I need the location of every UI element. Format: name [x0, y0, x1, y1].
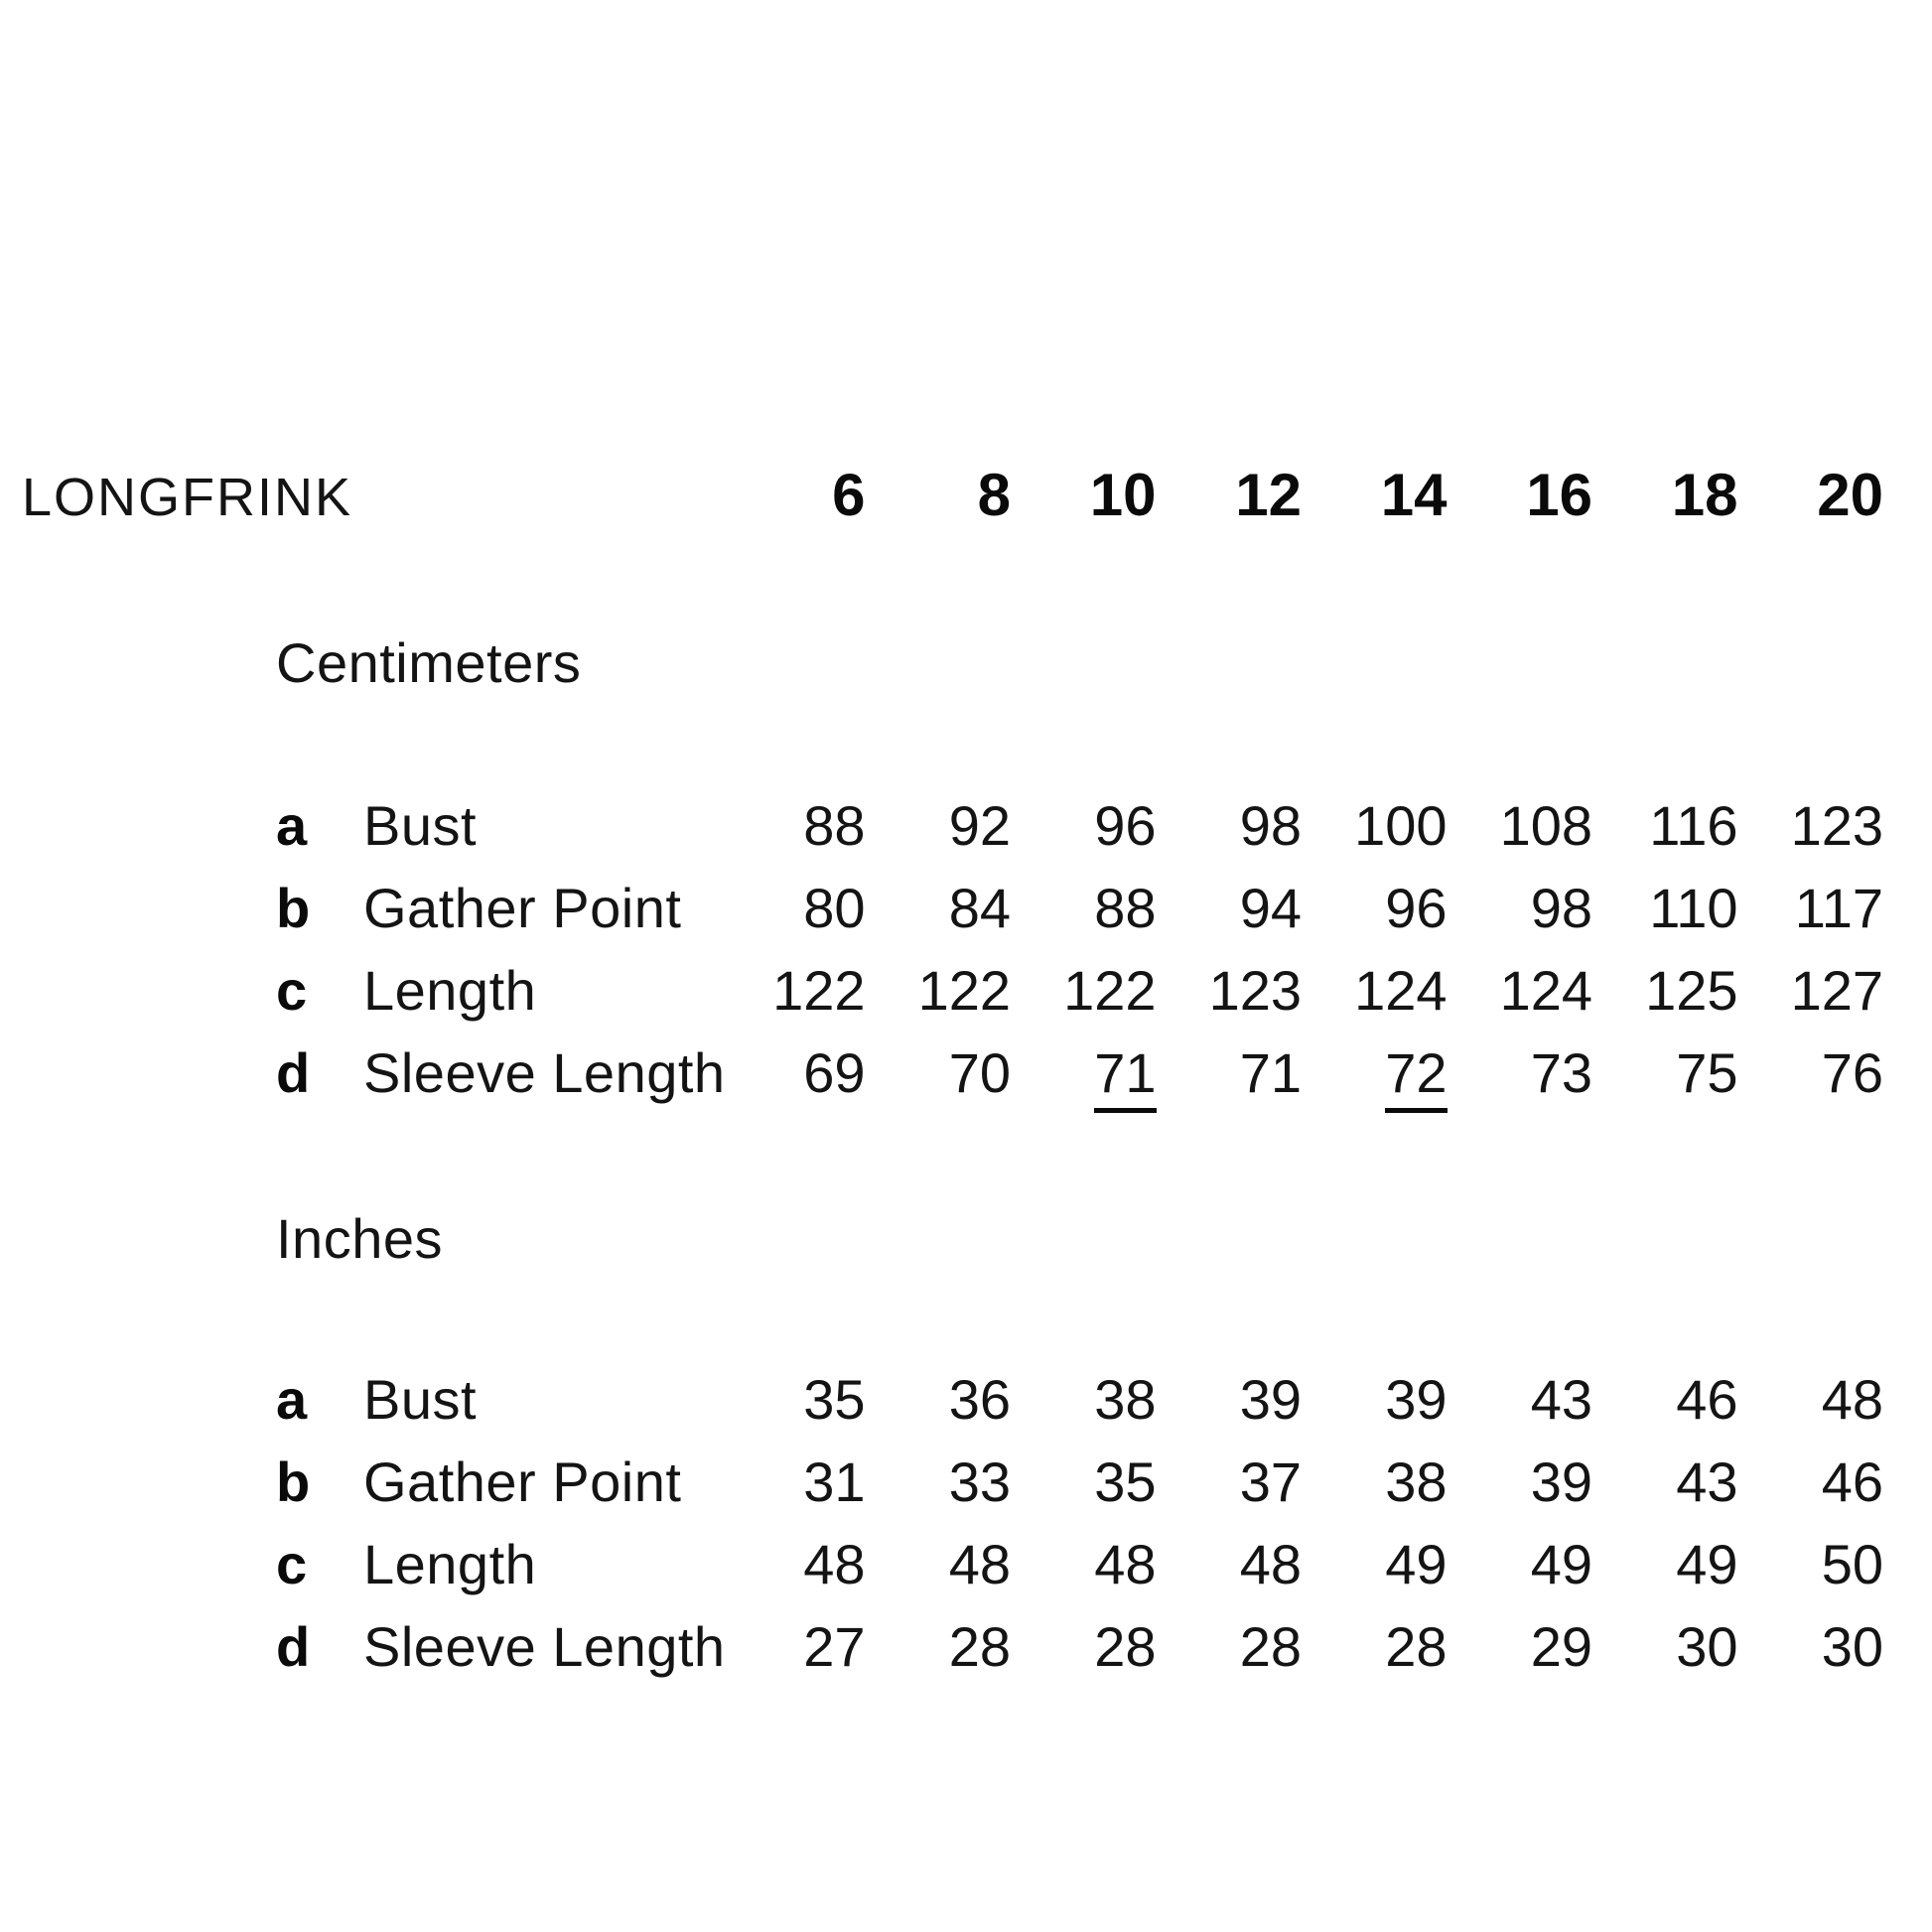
- row-label: Length: [363, 1533, 537, 1595]
- value-cell: 71: [1239, 1041, 1302, 1104]
- value-cell: 48: [1821, 1368, 1883, 1431]
- value-cell: 48: [1094, 1533, 1157, 1595]
- row-key: b: [276, 1450, 311, 1513]
- value-cell: 38: [1094, 1368, 1157, 1431]
- value-cell: 125: [1645, 959, 1738, 1022]
- value-cell: 48: [948, 1533, 1011, 1595]
- row-key: a: [276, 1368, 308, 1431]
- value-cell: 92: [948, 794, 1011, 857]
- value-cell: 35: [1094, 1450, 1157, 1513]
- value-cell: 116: [1649, 794, 1738, 857]
- value-cell: 29: [1530, 1615, 1592, 1678]
- value-cell: 43: [1530, 1368, 1592, 1431]
- value-cell: 110: [1649, 877, 1738, 939]
- underlined-value: 72: [1385, 1040, 1447, 1113]
- size-column-header: 8: [977, 462, 1011, 528]
- row-label: Length: [363, 959, 537, 1022]
- row-label: Sleeve Length: [363, 1615, 726, 1678]
- value-cell: 123: [1790, 794, 1883, 857]
- value-cell: 80: [803, 877, 866, 939]
- size-column-header: 12: [1235, 462, 1302, 528]
- value-cell: 28: [1239, 1615, 1302, 1678]
- value-cell: 76: [1821, 1041, 1883, 1104]
- value-cell: 117: [1794, 877, 1883, 939]
- value-cell: 28: [948, 1615, 1011, 1678]
- value-cell: 122: [1063, 959, 1157, 1022]
- value-cell: 31: [803, 1450, 866, 1513]
- value-cell: 28: [1385, 1615, 1448, 1678]
- value-cell: 39: [1530, 1450, 1592, 1513]
- value-cell: 127: [1790, 959, 1883, 1022]
- section-label-centimeters: Centimeters: [276, 631, 582, 694]
- value-cell: 96: [1094, 794, 1157, 857]
- section-label-inches: Inches: [276, 1207, 443, 1270]
- value-cell: 38: [1385, 1450, 1448, 1513]
- value-cell: 36: [948, 1368, 1011, 1431]
- row-label: Gather Point: [363, 1450, 682, 1513]
- value-cell: 46: [1821, 1450, 1883, 1513]
- value-cell: [1302, 1032, 1448, 1114]
- value-cell: 88: [1094, 877, 1157, 939]
- value-cell: 70: [948, 1041, 1011, 1104]
- value-cell: [1011, 1032, 1157, 1114]
- value-cell: 49: [1385, 1533, 1448, 1595]
- size-column-header: 6: [832, 462, 866, 528]
- value-cell: 124: [1354, 959, 1448, 1022]
- value-cell: 46: [1676, 1368, 1738, 1431]
- value-cell: 122: [917, 959, 1011, 1022]
- row-label: Gather Point: [363, 877, 682, 939]
- value-cell: 50: [1821, 1533, 1883, 1595]
- page-title: LONGFRINK: [22, 468, 353, 527]
- size-header-row: [22, 462, 1883, 528]
- value-cell: 69: [803, 1041, 866, 1104]
- value-cell: 30: [1821, 1615, 1883, 1678]
- value-cell: 48: [803, 1533, 866, 1595]
- row-key: c: [276, 959, 308, 1022]
- value-cell: 43: [1676, 1450, 1738, 1513]
- value-cell: 88: [803, 794, 866, 857]
- value-cell: 100: [1354, 794, 1448, 857]
- table-row: [276, 1441, 1883, 1523]
- table-row: [276, 867, 1883, 949]
- value-cell: 30: [1676, 1615, 1738, 1678]
- size-column-header: 10: [1089, 462, 1157, 528]
- row-key: b: [276, 877, 311, 939]
- value-cell: 37: [1239, 1450, 1302, 1513]
- value-cell: 39: [1239, 1368, 1302, 1431]
- row-key: d: [276, 1041, 311, 1104]
- value-cell: 49: [1676, 1533, 1738, 1595]
- row-key: a: [276, 794, 308, 857]
- value-cell: 96: [1385, 877, 1448, 939]
- centimeters-table: [276, 784, 1883, 1114]
- table-row: [276, 784, 1883, 867]
- value-cell: 94: [1239, 877, 1302, 939]
- value-cell: 123: [1208, 959, 1302, 1022]
- value-cell: 33: [948, 1450, 1011, 1513]
- row-label: Sleeve Length: [363, 1041, 726, 1104]
- value-cell: 124: [1499, 959, 1592, 1022]
- value-cell: 98: [1239, 794, 1302, 857]
- value-cell: 39: [1385, 1368, 1448, 1431]
- value-cell: 98: [1530, 877, 1592, 939]
- size-column-header: 18: [1671, 462, 1738, 528]
- value-cell: 75: [1676, 1041, 1738, 1104]
- value-cell: 84: [948, 877, 1011, 939]
- value-cell: 108: [1499, 794, 1592, 857]
- table-row: [276, 1358, 1883, 1441]
- value-cell: 73: [1530, 1041, 1592, 1104]
- value-cell: 48: [1239, 1533, 1302, 1595]
- row-key: c: [276, 1533, 308, 1595]
- value-cell: 27: [803, 1615, 866, 1678]
- size-column-header: 14: [1380, 462, 1448, 528]
- value-cell: 35: [803, 1368, 866, 1431]
- size-column-header: 16: [1526, 462, 1592, 528]
- value-cell: 49: [1530, 1533, 1592, 1595]
- underlined-value: 71: [1094, 1040, 1156, 1113]
- row-label: Bust: [363, 1368, 478, 1431]
- row-label: Bust: [363, 794, 478, 857]
- row-key: d: [276, 1615, 311, 1678]
- table-row: [276, 949, 1883, 1032]
- value-cell: 122: [772, 959, 866, 1022]
- size-column-header: 20: [1817, 462, 1883, 528]
- table-row: [276, 1032, 1883, 1114]
- table-row: [276, 1523, 1883, 1605]
- table-row: [276, 1605, 1883, 1688]
- value-cell: 28: [1094, 1615, 1157, 1678]
- inches-table: [276, 1358, 1883, 1688]
